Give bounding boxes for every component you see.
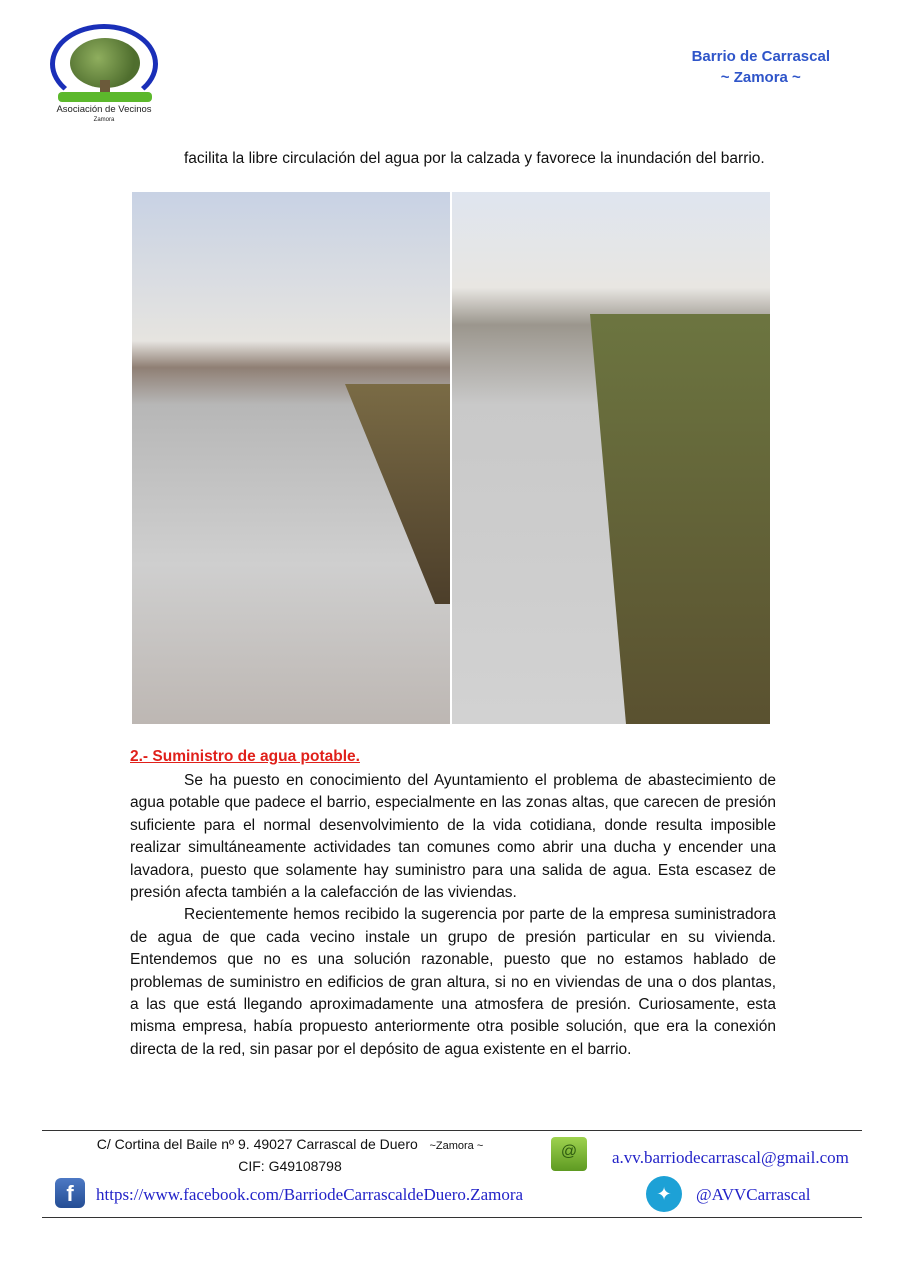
email-link[interactable]: a.vv.barriodecarrascal@gmail.com	[612, 1148, 849, 1167]
header-line1: Barrio de Carrascal	[691, 48, 830, 65]
photo-street-left	[132, 192, 450, 724]
photo-street-right	[452, 192, 770, 724]
facebook-link[interactable]: https://www.facebook.com/BarriodeCarrascaldeDuero.Zamora	[96, 1185, 524, 1204]
twitter-link[interactable]: @AVVCarrascal	[696, 1185, 811, 1204]
logo-city-text: Zamora	[93, 117, 115, 123]
address-city: ~Zamora ~	[429, 1140, 484, 1152]
footer-divider-bottom	[42, 1217, 862, 1218]
logo-assoc-text: Asociación de Vecinos	[56, 104, 152, 115]
cif-text: CIF: G49108798	[238, 1158, 342, 1174]
paragraph-1: Se ha puesto en conocimiento del Ayuntamiento el problema de abastecimiento de agua potable que padece el barrio, especialmente en las zonas altas, que carecen de presión suficiente para el normal desenvolvimiento de la vida cotidiana, donde resulta imposible realizar simultáneamente actividades tan comunes como abrir una ducha y encender una lavadora, puesto que solamente hay suministro para una salida de agua. Esta escasez de presión afecta también a la calefacción de las viviendas.	[130, 772, 776, 902]
intro-text: facilita la libre circulación del agua por la calzada y favorece la inundación del barrio.	[184, 150, 765, 167]
association-logo	[44, 24, 164, 124]
section-title: 2.- Suministro de agua potable.	[130, 748, 360, 765]
footer-address	[60, 1134, 520, 1176]
logo-base	[58, 92, 152, 102]
twitter-icon: ✦	[646, 1176, 682, 1212]
footer-divider-top	[42, 1130, 862, 1131]
facebook-icon: f	[55, 1178, 85, 1208]
photo-grass	[300, 384, 450, 604]
address-text: C/ Cortina del Baile nº 9. 49027 Carrascal de Duero	[96, 1136, 418, 1152]
header-title	[692, 46, 830, 88]
photo-grass	[590, 314, 770, 724]
paragraph-2: Recientemente hemos recibido la sugerencia por parte de la empresa suministradora de agua de que cada vecino instale un grupo de presión particular en su vivienda. Entendemos que no es una solución razonable, puesto que no estamos hablado de problemas de suministro en edificios de gran altura, si no en viviendas de una o dos plantas, a las que está llegando aproximadamente una atmosfera de presión. Curiosamente, esta misma empresa, había propuesto anteriormente otra posible solución, que era la conexión directa de la red, sin pasar por el depósito de agua existente en el barrio.	[130, 906, 776, 1058]
email-icon: @	[551, 1137, 587, 1171]
header-line2: ~ Zamora ~	[720, 69, 801, 86]
section-body	[130, 770, 776, 1061]
